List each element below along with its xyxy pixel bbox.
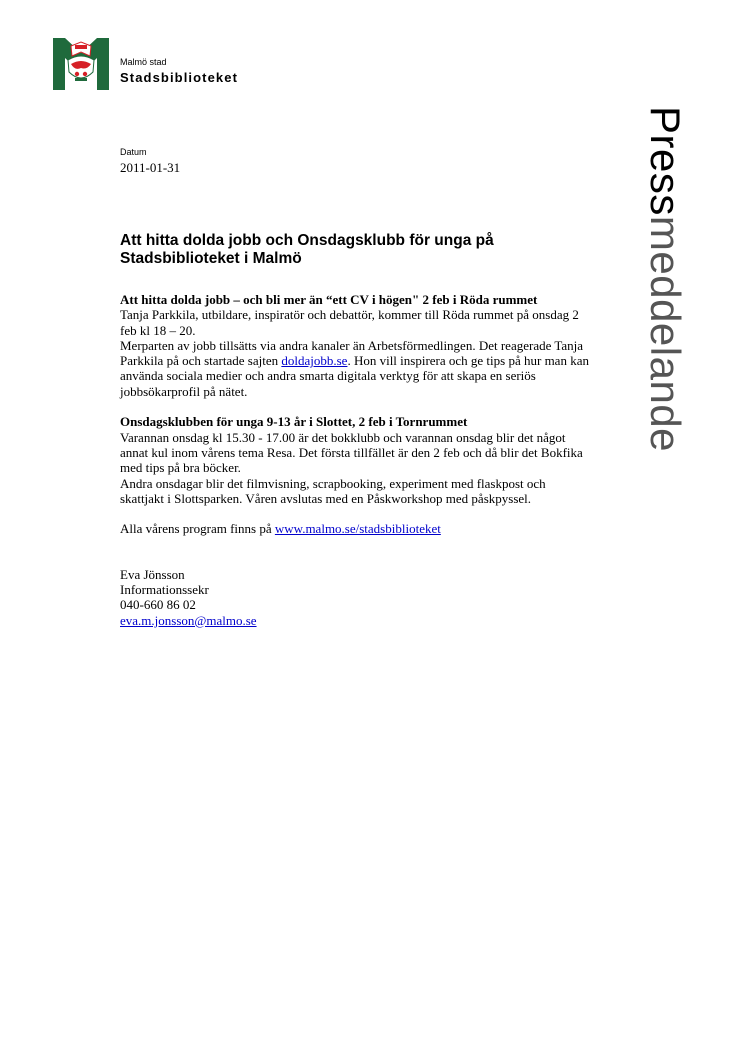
document-type-part2: meddelande bbox=[642, 215, 689, 453]
document-type-part1: Press bbox=[642, 106, 689, 216]
date-label: Datum bbox=[120, 147, 147, 157]
malmo-stad-logo bbox=[53, 38, 109, 90]
section2-paragraph1: Varannan onsdag kl 15.30 - 17.00 är det bokklubb och varannan onsdag blir det något annat kul inom vårens tema Resa. Det första tillfället är den 2 feb och då blir det Bokfika med tips på bra böcker. bbox=[120, 429, 583, 476]
org-name: Stadsbiblioteket bbox=[120, 70, 239, 85]
contact-name: Eva Jönsson bbox=[120, 566, 185, 582]
contact-email-link[interactable]: eva.m.jonsson@malmo.se bbox=[120, 612, 257, 628]
program-link[interactable]: www.malmo.se/stadsbiblioteket bbox=[274, 521, 441, 537]
section1-heading: Att hitta dolda jobb – och bli mer än “ett CV i högen" 2 feb i Röda rummet bbox=[120, 292, 538, 307]
program-info-text: Alla vårens program finns på bbox=[120, 521, 275, 537]
section1-paragraph1: Tanja Parkkila, utbildare, inspiratör och debattör, kommer till Röda rummet på onsdag 2 feb kl 18 – 20. bbox=[120, 307, 579, 338]
press-headline: Att hitta dolda jobb och Onsdagsklubb för unga på Stadsbiblioteket i Malmö bbox=[120, 232, 494, 267]
section2-heading: Onsdagsklubben för unga 9-13 år i Slottet, 2 feb i Tornrummet bbox=[120, 414, 468, 430]
doldajobb-link[interactable]: doldajobb.se bbox=[281, 353, 348, 369]
program-info bbox=[120, 521, 590, 536]
contact-title: Informationssekr bbox=[120, 582, 209, 598]
section1-paragraph2-text: Merparten av jobb tillsätts via andra kanaler än Arbetsförmedlingen. Det reagerade Tanja Parkkila på och startade sajten bbox=[120, 337, 584, 369]
org-parent-name: Malmö stad bbox=[120, 57, 167, 67]
date-value: 2011-01-31 bbox=[120, 160, 181, 175]
contact-phone: 040-660 86 02 bbox=[120, 597, 196, 613]
press-body bbox=[120, 292, 590, 628]
section1-paragraph2 bbox=[120, 338, 590, 399]
document-type-label bbox=[635, 106, 695, 556]
section2-paragraph2: Andra onsdagar blir det filmvisning, scrapbooking, experiment med flaskpost och skattjakt i Slottsparken. Våren avslutas med en Påskworkshop med påskpyssel. bbox=[120, 475, 546, 506]
section1-paragraph2-text-end: . Hon vill inspirera och ge tips på hur man kan använda sociala medier och andra smarta digitala verktyg för att skapa en seriös jobbsökarprofil på nätet. bbox=[120, 353, 589, 399]
